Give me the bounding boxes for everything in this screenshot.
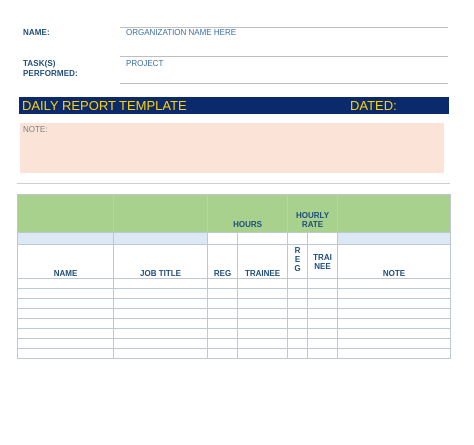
table-cell[interactable] bbox=[18, 349, 114, 359]
table-cell[interactable] bbox=[288, 329, 308, 339]
band-cell bbox=[18, 233, 114, 245]
table-cell[interactable] bbox=[18, 319, 114, 329]
band-cell bbox=[114, 233, 208, 245]
table-cell[interactable] bbox=[338, 329, 451, 339]
table-cell[interactable] bbox=[208, 279, 238, 289]
note-box[interactable] bbox=[20, 123, 444, 173]
tasks-field-bottom-rule bbox=[120, 83, 448, 84]
table-cell[interactable] bbox=[238, 289, 288, 299]
table-cell[interactable] bbox=[288, 339, 308, 349]
band-cell bbox=[288, 233, 308, 245]
name-value[interactable]: ORGANIZATION NAME HERE bbox=[126, 28, 237, 37]
table-cell[interactable] bbox=[114, 319, 208, 329]
table-row bbox=[18, 289, 451, 299]
table-row bbox=[18, 319, 451, 329]
table-cell[interactable] bbox=[18, 279, 114, 289]
table-cell[interactable] bbox=[208, 349, 238, 359]
col-header-note: NOTE bbox=[338, 245, 451, 279]
tasks-value[interactable]: PROJECT bbox=[126, 59, 164, 68]
table-cell[interactable] bbox=[18, 289, 114, 299]
table-cell[interactable] bbox=[308, 339, 338, 349]
table-cell[interactable] bbox=[288, 289, 308, 299]
table-cell[interactable] bbox=[114, 349, 208, 359]
report-title: DAILY REPORT TEMPLATE bbox=[22, 98, 187, 113]
table-cell[interactable] bbox=[288, 349, 308, 359]
table-cell[interactable] bbox=[238, 329, 288, 339]
table-cell[interactable] bbox=[18, 299, 114, 309]
table-column-header-row bbox=[18, 245, 451, 279]
table-cell[interactable] bbox=[308, 289, 338, 299]
table-cell[interactable] bbox=[208, 289, 238, 299]
band-cell bbox=[238, 233, 288, 245]
col-header-rate-trainee bbox=[308, 245, 338, 279]
col-header-rate-reg bbox=[288, 245, 308, 279]
table-cell[interactable] bbox=[114, 299, 208, 309]
blank-header-cell bbox=[338, 195, 451, 233]
table-cell[interactable] bbox=[338, 319, 451, 329]
table-cell[interactable] bbox=[114, 279, 208, 289]
table-cell[interactable] bbox=[338, 279, 451, 289]
band-cell bbox=[338, 233, 451, 245]
table-cell[interactable] bbox=[238, 339, 288, 349]
hourly-rate-label-line1: HOURLY bbox=[296, 211, 330, 220]
table-row bbox=[18, 299, 451, 309]
name-field-bottom-rule bbox=[120, 56, 448, 57]
note-label: NOTE: bbox=[23, 125, 48, 134]
table-cell[interactable] bbox=[288, 309, 308, 319]
dated-label: DATED: bbox=[350, 98, 397, 113]
table-cell[interactable] bbox=[338, 309, 451, 319]
table-cell[interactable] bbox=[238, 299, 288, 309]
table-cell[interactable] bbox=[338, 289, 451, 299]
band-cell bbox=[308, 233, 338, 245]
title-bar bbox=[19, 97, 449, 114]
rate-reg-label: REG bbox=[294, 246, 301, 273]
table-row bbox=[18, 329, 451, 339]
table-cell[interactable] bbox=[238, 309, 288, 319]
table-row bbox=[18, 339, 451, 349]
table-band-row bbox=[18, 233, 451, 245]
col-header-trainee: TRAINEE bbox=[238, 245, 288, 279]
table-cell[interactable] bbox=[208, 299, 238, 309]
table-row bbox=[18, 279, 451, 289]
col-header-reg: REG bbox=[208, 245, 238, 279]
section-divider bbox=[17, 183, 450, 184]
table-cell[interactable] bbox=[308, 319, 338, 329]
rate-trainee-label: TRAINEE bbox=[313, 252, 332, 271]
hourly-rate-group-header bbox=[288, 195, 338, 233]
table-row bbox=[18, 309, 451, 319]
report-table bbox=[17, 194, 451, 359]
table-body bbox=[18, 279, 451, 359]
table-cell[interactable] bbox=[114, 289, 208, 299]
table-cell[interactable] bbox=[238, 319, 288, 329]
table-cell[interactable] bbox=[208, 329, 238, 339]
blank-header-cell bbox=[114, 195, 208, 233]
table-cell[interactable] bbox=[288, 279, 308, 289]
table-cell[interactable] bbox=[308, 329, 338, 339]
table-cell[interactable] bbox=[114, 339, 208, 349]
table-cell[interactable] bbox=[114, 329, 208, 339]
tasks-label-line2: PERFORMED: bbox=[23, 69, 78, 78]
table-cell[interactable] bbox=[208, 309, 238, 319]
table-cell[interactable] bbox=[288, 299, 308, 309]
table-cell[interactable] bbox=[208, 319, 238, 329]
table-cell[interactable] bbox=[114, 309, 208, 319]
col-header-name: NAME bbox=[18, 245, 114, 279]
name-label: NAME: bbox=[23, 28, 50, 37]
blank-header-cell bbox=[18, 195, 114, 233]
table-cell[interactable] bbox=[308, 279, 338, 289]
table-cell[interactable] bbox=[18, 339, 114, 349]
table-cell[interactable] bbox=[18, 309, 114, 319]
table-cell[interactable] bbox=[338, 299, 451, 309]
tasks-label-line1: TASK(S) bbox=[23, 59, 56, 68]
hourly-rate-label-line2: RATE bbox=[301, 220, 324, 229]
band-cell bbox=[208, 233, 238, 245]
table-cell[interactable] bbox=[308, 299, 338, 309]
table-row bbox=[18, 349, 451, 359]
hours-group-header bbox=[208, 195, 288, 233]
table-cell[interactable] bbox=[308, 349, 338, 359]
table-cell[interactable] bbox=[338, 349, 451, 359]
table-cell[interactable] bbox=[288, 319, 308, 329]
table-group-header-row bbox=[18, 195, 451, 233]
table-cell[interactable] bbox=[238, 279, 288, 289]
table-cell[interactable] bbox=[18, 329, 114, 339]
col-header-job-title: JOB TITLE bbox=[114, 245, 208, 279]
hours-label: HOURS bbox=[233, 220, 262, 229]
table-cell[interactable] bbox=[238, 349, 288, 359]
table-cell[interactable] bbox=[308, 309, 338, 319]
table-cell[interactable] bbox=[338, 339, 451, 349]
table-cell[interactable] bbox=[208, 339, 238, 349]
